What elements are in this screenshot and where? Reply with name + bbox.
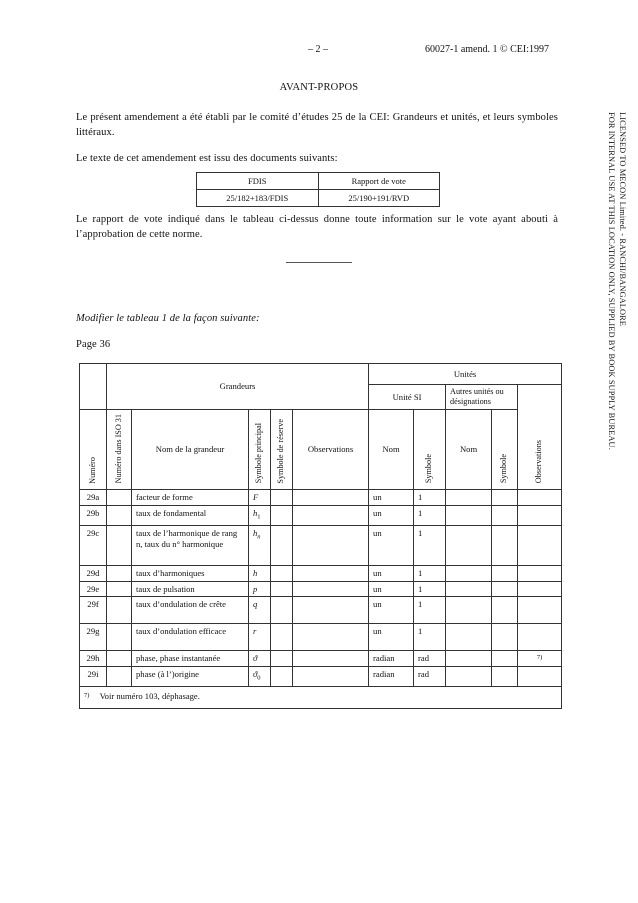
row-reserve-symbol <box>271 566 293 582</box>
row-iso-number <box>107 624 132 651</box>
row-si-unit-symbol <box>414 566 446 582</box>
row-number-text: 29i <box>87 668 99 679</box>
header-symbole-reserve: Symbole de réserve <box>276 418 286 484</box>
row-unit-observations <box>518 526 562 566</box>
row-symbol <box>249 490 271 506</box>
row-other-unit-name <box>446 597 492 624</box>
row-observations <box>293 566 369 582</box>
row-si-unit-name <box>369 666 414 686</box>
row-symbol-text: ϑ <box>253 653 258 664</box>
row-iso-number <box>107 566 132 582</box>
row-quantity-name-text: taux d’harmoniques <box>136 568 205 579</box>
row-symbol <box>249 666 271 686</box>
row-reserve-symbol <box>271 505 293 525</box>
modify-instruction: Modifier le tableau 1 de la façon suivante: <box>76 313 260 324</box>
docs-header-vote: Rapport de vote <box>318 173 440 190</box>
row-reserve-symbol <box>271 490 293 506</box>
row-reserve-symbol <box>271 651 293 667</box>
row-number-text: 29g <box>86 626 100 637</box>
row-si-unit-name-text: un <box>373 626 382 637</box>
page-reference: Page 36 <box>76 339 111 350</box>
row-number-text: 29f <box>87 599 99 610</box>
row-symbol-subscript: 0 <box>257 674 261 682</box>
row-symbol-subscript: 1 <box>257 513 261 521</box>
row-symbol-text: F <box>253 492 259 503</box>
row-observations <box>293 666 369 686</box>
row-si-unit-name-text: radian <box>373 668 395 679</box>
row-iso-number <box>107 505 132 525</box>
row-si-unit-name-text: un <box>373 492 382 503</box>
row-quantity-name <box>132 597 249 624</box>
row-observations <box>293 651 369 667</box>
row-symbol-text: h <box>253 507 258 518</box>
row-symbol-text: ϑ <box>253 668 258 679</box>
intro-paragraph: Le présent amendement a été établi par le comité d’études 25 de la CEI: Grandeurs et unités, et leurs symboles littéraux. <box>76 112 558 138</box>
row-si-unit-symbol-text: rad <box>418 653 430 664</box>
row-si-unit-name <box>369 566 414 582</box>
row-number-text: 29b <box>86 507 100 518</box>
row-quantity-name-text: taux de pulsation <box>136 583 195 594</box>
row-number <box>80 490 107 506</box>
row-symbol-text: q <box>253 599 258 610</box>
row-si-unit-symbol-text: rad <box>418 668 430 679</box>
row-number <box>80 566 107 582</box>
row-si-unit-symbol <box>414 526 446 566</box>
page-title: AVANT-PROPOS <box>279 82 359 93</box>
header-numero: Numéro <box>87 456 97 484</box>
row-quantity-name-text: taux d’ondulation de crête <box>136 599 226 610</box>
row-si-unit-symbol-text: 1 <box>418 568 423 579</box>
row-other-unit-name <box>446 651 492 667</box>
row-other-unit-name <box>446 566 492 582</box>
row-si-unit-name <box>369 624 414 651</box>
row-quantity-name <box>132 566 249 582</box>
row-other-unit-name <box>446 505 492 525</box>
row-iso-number <box>107 651 132 667</box>
row-quantity-name <box>132 581 249 597</box>
row-reserve-symbol <box>271 526 293 566</box>
row-unit-observations <box>518 666 562 686</box>
header-autres-unites: Autres unités ou désignations <box>446 385 518 410</box>
row-quantity-name-text: phase (à l’)origine <box>136 668 199 679</box>
docs-cell-fdis: 25/182+183/FDIS <box>197 190 319 207</box>
row-other-unit-name <box>446 666 492 686</box>
header-symbole-autres-cell <box>492 410 518 490</box>
table-corner-cell <box>80 364 107 410</box>
row-iso-number <box>107 526 132 566</box>
row-iso-number <box>107 666 132 686</box>
footnote-cell <box>80 686 562 708</box>
row-other-unit-symbol <box>492 624 518 651</box>
row-si-unit-name-text: un <box>373 583 382 594</box>
table-row <box>80 666 562 686</box>
row-number-text: 29h <box>86 653 100 664</box>
row-other-unit-symbol <box>492 597 518 624</box>
row-si-unit-name <box>369 651 414 667</box>
footnote-mark: 7) <box>84 691 90 699</box>
row-other-unit-name <box>446 624 492 651</box>
row-number <box>80 666 107 686</box>
row-si-unit-symbol-text: 1 <box>418 492 423 503</box>
row-iso-number <box>107 581 132 597</box>
row-quantity-name <box>132 526 249 566</box>
row-number-text: 29c <box>86 528 100 539</box>
header-symbole-principal-cell <box>249 410 271 490</box>
document-reference: 60027-1 amend. 1 © CEI:1997 <box>425 44 549 55</box>
row-quantity-name <box>132 505 249 525</box>
row-symbol <box>249 566 271 582</box>
row-quantity-name <box>132 490 249 506</box>
row-symbol-subscript: n <box>257 533 261 541</box>
row-number-text: 29e <box>86 583 100 594</box>
row-si-unit-symbol-text: 1 <box>418 599 423 610</box>
header-observations: Observations <box>293 410 369 490</box>
row-number <box>80 597 107 624</box>
row-si-unit-symbol <box>414 505 446 525</box>
license-line-1: LICENSED TO MECON Limited. - RANCHI/BANGALORE <box>618 112 627 327</box>
docs-cell-vote: 25/190+191/RVD <box>318 190 440 207</box>
header-nom-autres: Nom <box>446 410 492 490</box>
row-other-unit-symbol <box>492 526 518 566</box>
header-numero-cell <box>80 410 107 490</box>
row-iso-number <box>107 490 132 506</box>
row-si-unit-symbol-text: 1 <box>418 583 423 594</box>
row-reserve-symbol <box>271 624 293 651</box>
table-row <box>80 651 562 667</box>
row-number <box>80 651 107 667</box>
header-unite-si: Unité SI <box>369 385 446 410</box>
row-symbol <box>249 597 271 624</box>
table-row <box>80 526 562 566</box>
row-quantity-name-text: facteur de forme <box>136 492 193 503</box>
row-other-unit-name <box>446 490 492 506</box>
row-si-unit-name-text: un <box>373 507 382 518</box>
row-reserve-symbol <box>271 581 293 597</box>
row-observations <box>293 490 369 506</box>
table-row <box>80 581 562 597</box>
row-number-text: 29a <box>86 492 100 503</box>
table-body <box>80 490 562 686</box>
row-si-unit-symbol <box>414 624 446 651</box>
header-numero-iso-cell <box>107 410 132 490</box>
row-unit-observations <box>518 651 562 667</box>
row-si-unit-symbol <box>414 597 446 624</box>
table-row <box>80 597 562 624</box>
row-iso-number <box>107 597 132 624</box>
row-si-unit-name-text: radian <box>373 653 395 664</box>
footnote-text: Voir numéro 103, déphasage. <box>99 690 200 701</box>
row-unit-observations <box>518 566 562 582</box>
row-si-unit-name-text: un <box>373 528 382 539</box>
header-symbole-principal: Symbole principal <box>254 423 264 484</box>
row-other-unit-name <box>446 581 492 597</box>
separator-line <box>286 262 352 263</box>
row-quantity-name-text: phase, phase instantanée <box>136 653 221 664</box>
row-symbol-text: h <box>253 568 258 579</box>
row-si-unit-name <box>369 581 414 597</box>
header-unites: Unités <box>369 364 562 385</box>
row-observations <box>293 526 369 566</box>
row-unit-observations-text: 7) <box>536 654 543 662</box>
row-other-unit-symbol <box>492 566 518 582</box>
row-unit-observations <box>518 597 562 624</box>
row-unit-observations <box>518 505 562 525</box>
docs-header-fdis: FDIS <box>197 173 319 190</box>
row-symbol <box>249 581 271 597</box>
header-symbole-si-cell <box>414 410 446 490</box>
row-observations <box>293 597 369 624</box>
table-row <box>80 624 562 651</box>
row-symbol <box>249 624 271 651</box>
header-nom-si: Nom <box>369 410 414 490</box>
row-reserve-symbol <box>271 666 293 686</box>
table-row <box>80 490 562 506</box>
docs-intro-paragraph: Le texte de cet amendement est issu des documents suivants: <box>76 153 338 164</box>
row-other-unit-symbol <box>492 490 518 506</box>
row-quantity-name-text: taux d’ondulation efficace <box>136 626 227 637</box>
row-quantity-name-text: taux de fondamental <box>136 507 207 518</box>
row-observations <box>293 624 369 651</box>
row-number <box>80 526 107 566</box>
row-unit-observations <box>518 581 562 597</box>
row-si-unit-symbol <box>414 666 446 686</box>
table-row <box>80 505 562 525</box>
row-other-unit-name <box>446 526 492 566</box>
header-numero-iso: Numéro dans ISO 31 <box>113 414 123 484</box>
row-other-unit-symbol <box>492 666 518 686</box>
row-symbol <box>249 526 271 566</box>
row-si-unit-name <box>369 597 414 624</box>
row-si-unit-name <box>369 505 414 525</box>
header-symbole-autres: Symbole <box>499 454 509 484</box>
quantities-table <box>79 363 562 709</box>
row-observations <box>293 505 369 525</box>
row-number <box>80 624 107 651</box>
row-si-unit-symbol-text: 1 <box>418 507 423 518</box>
row-si-unit-symbol-text: 1 <box>418 528 423 539</box>
header-symbole-si: Symbole <box>424 454 434 484</box>
row-number-text: 29d <box>86 568 100 579</box>
row-quantity-name-text: taux de l’harmonique de rang n, taux du n° harmonique <box>136 528 238 549</box>
row-si-unit-name <box>369 526 414 566</box>
header-observations-units-cell <box>518 385 562 490</box>
header-symbole-reserve-cell <box>271 410 293 490</box>
row-other-unit-symbol <box>492 581 518 597</box>
row-si-unit-name-text: un <box>373 568 382 579</box>
row-si-unit-name-text: un <box>373 599 382 610</box>
row-symbol <box>249 505 271 525</box>
row-number <box>80 505 107 525</box>
row-si-unit-name <box>369 490 414 506</box>
row-quantity-name <box>132 651 249 667</box>
header-grandeurs: Grandeurs <box>107 364 369 410</box>
row-si-unit-symbol-text: 1 <box>418 626 423 637</box>
license-side-note <box>606 112 628 450</box>
row-si-unit-symbol <box>414 490 446 506</box>
row-symbol-text: p <box>253 583 258 594</box>
row-other-unit-symbol <box>492 505 518 525</box>
row-symbol-text: r <box>253 626 257 637</box>
vote-paragraph: Le rapport de vote indiqué dans le tableau ci-dessus donne toute information sur le vote ayant abouti à l’approbation de cette norme. <box>76 214 558 240</box>
row-number <box>80 581 107 597</box>
row-unit-observations <box>518 490 562 506</box>
row-reserve-symbol <box>271 597 293 624</box>
row-other-unit-symbol <box>492 651 518 667</box>
page-number: – 2 – <box>308 44 328 55</box>
row-observations <box>293 581 369 597</box>
license-line-2: FOR INTERNAL USE AT THIS LOCATION ONLY, SUPPLIED BY BOOK SUPPLY BUREAU. <box>607 112 616 450</box>
row-unit-observations <box>518 624 562 651</box>
header-observations-units: Observations <box>534 440 544 484</box>
row-si-unit-symbol <box>414 581 446 597</box>
row-si-unit-symbol <box>414 651 446 667</box>
row-symbol-text: h <box>253 528 258 539</box>
row-quantity-name <box>132 624 249 651</box>
row-symbol <box>249 651 271 667</box>
table-row <box>80 566 562 582</box>
documents-table <box>196 172 440 207</box>
header-nom-grandeur: Nom de la grandeur <box>132 410 249 490</box>
row-quantity-name <box>132 666 249 686</box>
